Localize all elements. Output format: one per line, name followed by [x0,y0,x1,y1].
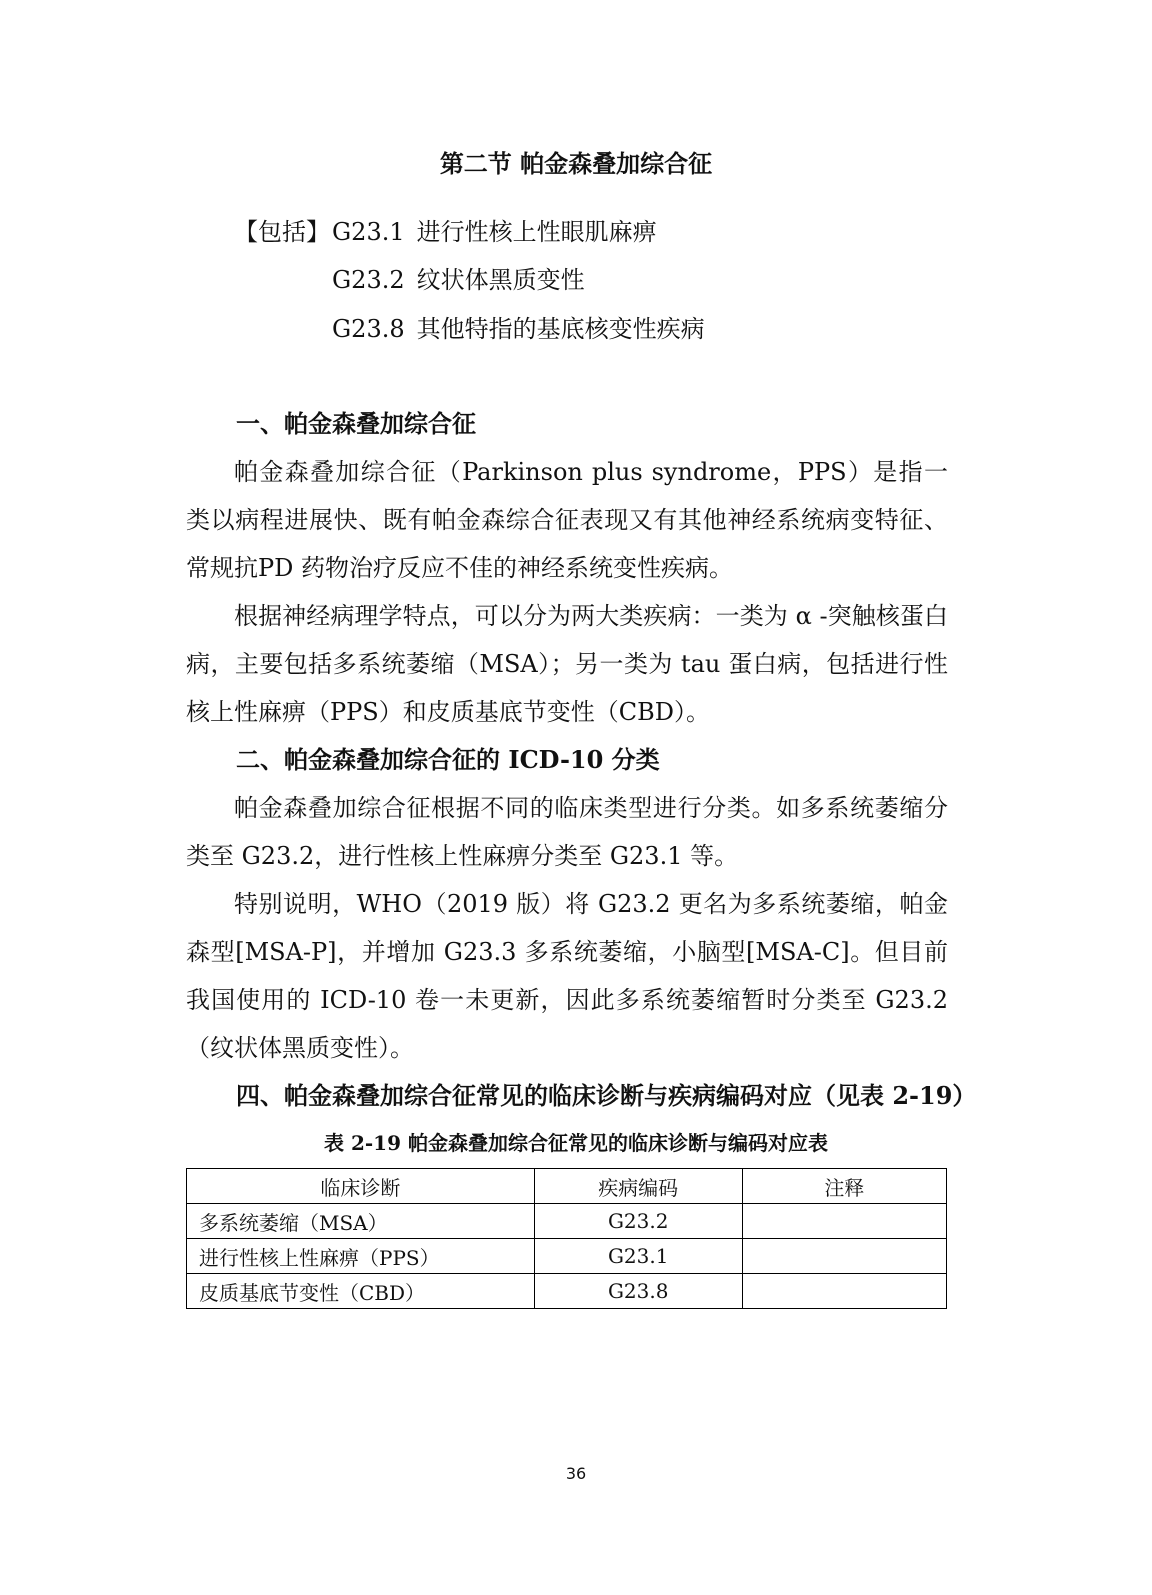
paragraph-pathology: 根据神经病理学特点，可以分为两大类疾病：一类为 α -突触核蛋白病，主要包括多系统萎缩（MSA）；另一类为 tau 蛋白病，包括进行性核上性麻痹（PPS）和皮质基底节变性（CBD）。 [186,602,948,726]
table-row [187,1239,947,1274]
table-row [187,1204,947,1239]
includes-item [332,262,585,298]
cell-note [742,1274,946,1309]
table-header-row [187,1169,947,1204]
cell-code: G23.2 [534,1204,742,1239]
paragraph-who-note: 特别说明，WHO（2019 版）将 G23.2 更名为多系统萎缩，帕金森型[MSA-P]，并增加 G23.3 多系统萎缩，小脑型[MSA-C]。但目前我国使用的 ICD-10 卷一未更新，因此多系统萎缩暂时分类至 G23.2（纹状体黑质变性）。 [186,890,948,1062]
cell-code: G23.8 [534,1274,742,1309]
includes-item-code: G23.2 [332,266,405,294]
includes-item [332,311,705,347]
table-row [187,1274,947,1309]
page-number: 36 [565,1464,587,1483]
heading-section-2: 二、帕金森叠加综合征的 ICD-10 分类 [236,745,660,774]
table-caption: 表 2-19 帕金森叠加综合征常见的临床诊断与编码对应表 [324,1131,828,1155]
includes-item-code: G23.1 [332,218,405,246]
heading-section-1: 一、帕金森叠加综合征 [236,409,476,438]
column-header-diagnosis: 临床诊断 [187,1169,535,1204]
cell-note [742,1239,946,1274]
includes-item-name: 其他特指的基底核变性疾病 [416,315,705,343]
includes-item-code: G23.8 [332,315,405,343]
includes-label: 【包括】 [234,218,330,246]
cell-code: G23.1 [534,1239,742,1274]
paragraph-pps-definition: 帕金森叠加综合征（Parkinson plus syndrome，PPS）是指一类以病程进展快、既有帕金森综合征表现又有其他神经系统病变特征、常规抗PD 药物治疗反应不佳的神经系统变性疾病。 [186,458,948,582]
cell-diagnosis: 多系统萎缩（MSA） [187,1204,535,1239]
column-header-code: 疾病编码 [534,1169,742,1204]
cell-note [742,1204,946,1239]
cell-diagnosis: 进行性核上性麻痹（PPS） [187,1239,535,1274]
includes-item [332,214,657,250]
paragraph-classification: 帕金森叠加综合征根据不同的临床类型进行分类。如多系统萎缩分类至 G23.2，进行性核上性麻痹分类至 G23.1 等。 [186,794,948,870]
includes-item-name: 进行性核上性眼肌麻痹 [416,218,657,246]
page-title: 第二节 帕金森叠加综合征 [439,149,713,178]
diagnosis-code-table [186,1168,947,1309]
heading-section-4: 四、帕金森叠加综合征常见的临床诊断与疾病编码对应（见表 2-19） [236,1081,977,1110]
column-header-note: 注释 [742,1169,946,1204]
cell-diagnosis: 皮质基底节变性（CBD） [187,1274,535,1309]
includes-item-name: 纹状体黑质变性 [416,266,585,294]
